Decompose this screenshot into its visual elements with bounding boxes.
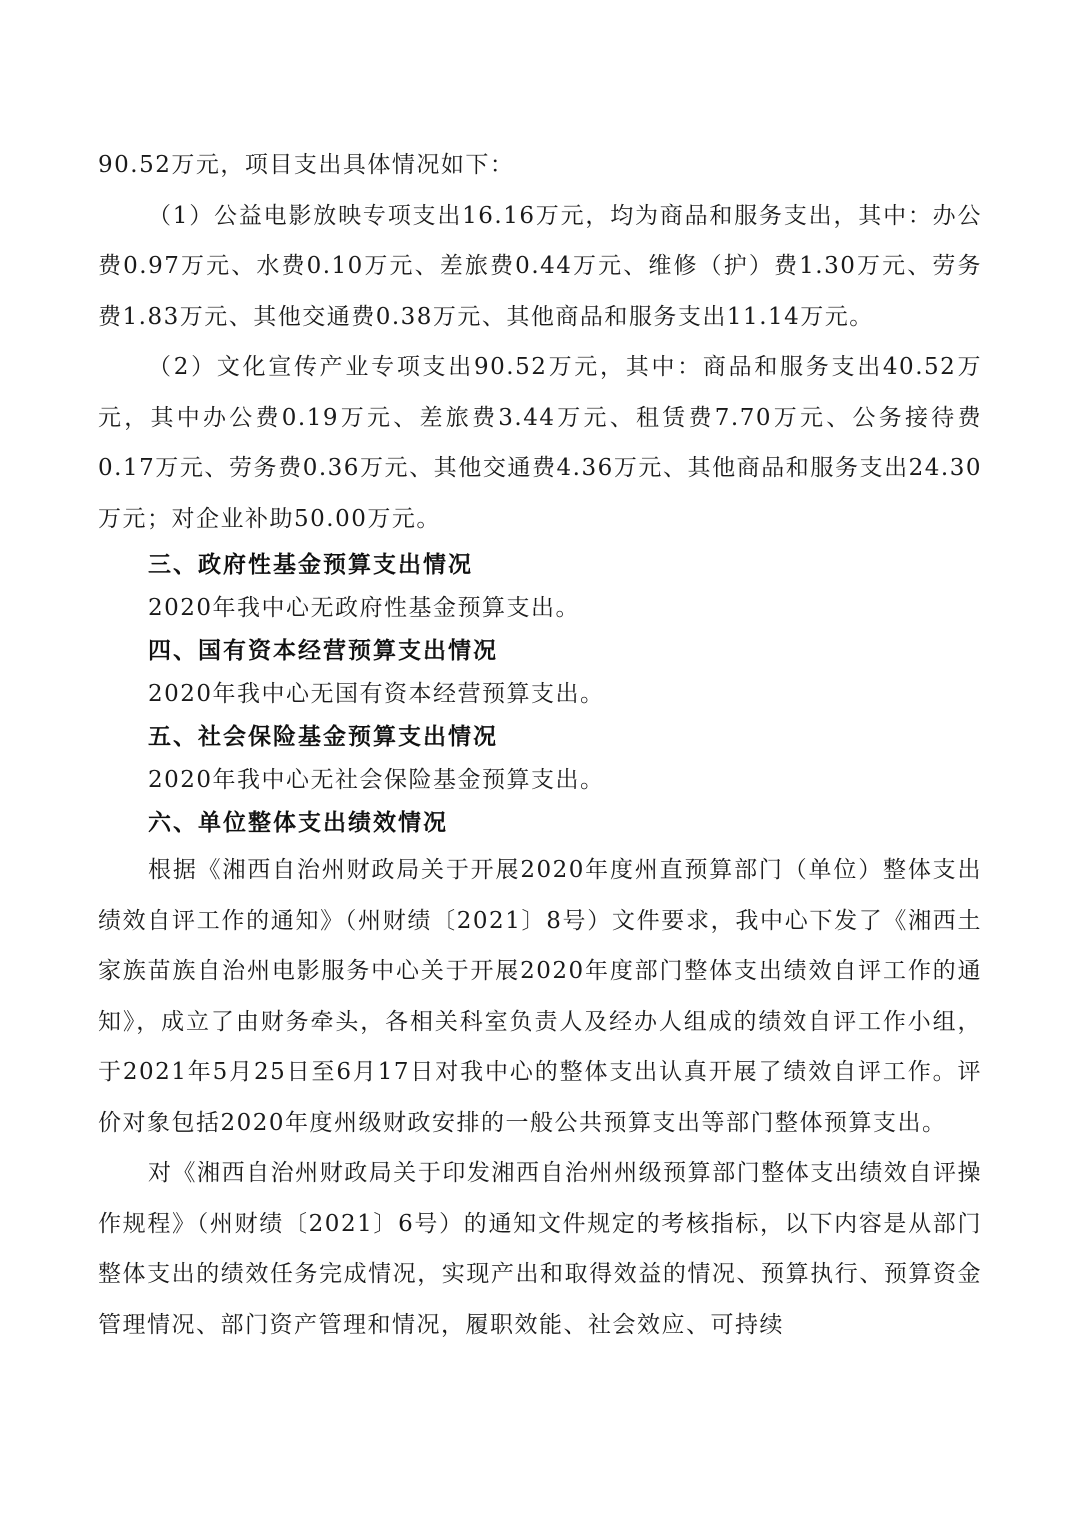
paragraph-performance-basis: 根据《湘西自治州财政局关于开展2020年度州直预算部门（单位）整体支出绩效自评工作的通知》（州财绩〔2021〕8号）文件要求，我中心下发了《湘西土家族苗族自治州电影服务中心关于开展2020年度部门整体支出绩效自评工作的通知》，成立了由财务牵头，各相关科室负责人及经办人组成的绩效自评工作小组，于2021年5月25日至6月17日对我中心的整体支出认真开展了绩效自评工作。评价对象包括2020年度州级财政安排的一般公共预算支出等部门整体预算支出。: [98, 857, 982, 1136]
section-heading-social-insurance: 五、社会保险基金预算支出情况: [148, 724, 498, 750]
section-heading-state-capital: 四、国有资本经营预算支出情况: [148, 638, 498, 664]
paragraph-film-screening-expense: （1）公益电影放映专项支出16.16万元，均为商品和服务支出，其中：办公费0.97万元、水费0.10万元、差旅费0.44万元、维修（护）费1.30万元、劳务费1.83万元、其他交通费0.38万元、其他商品和服务支出11.14万元。: [98, 202, 982, 330]
paragraph-culture-promotion-expense: （2）文化宣传产业专项支出90.52万元，其中：商品和服务支出40.52万元，其中办公费0.19万元、差旅费3.44万元、租赁费7.70万元、公务接待费0.17万元、劳务费0.36万元、其他交通费4.36万元、其他商品和服务支出24.30万元；对企业补助50.00万元。: [98, 354, 982, 532]
paragraph-continuation: 90.52万元，项目支出具体情况如下：: [98, 152, 515, 178]
paragraph-state-capital: 2020年我中心无国有资本经营预算支出。: [148, 681, 605, 707]
section-heading-performance: 六、单位整体支出绩效情况: [148, 810, 448, 836]
paragraph-performance-indicators: 对《湘西自治州财政局关于印发湘西自治州州级预算部门整体支出绩效自评操作规程》（州财绩〔2021〕6号）的通知文件规定的考核指标，以下内容是从部门整体支出的绩效任务完成情况，实现产出和取得效益的情况、预算执行、预算资金管理情况、部门资产管理和情况，履职效能、社会效应、可持续: [98, 1160, 982, 1338]
section-heading-government-fund: 三、政府性基金预算支出情况: [148, 552, 473, 578]
document-body: [98, 140, 982, 1350]
paragraph-government-fund: 2020年我中心无政府性基金预算支出。: [148, 595, 581, 621]
paragraph-social-insurance: 2020年我中心无社会保险基金预算支出。: [148, 767, 605, 793]
